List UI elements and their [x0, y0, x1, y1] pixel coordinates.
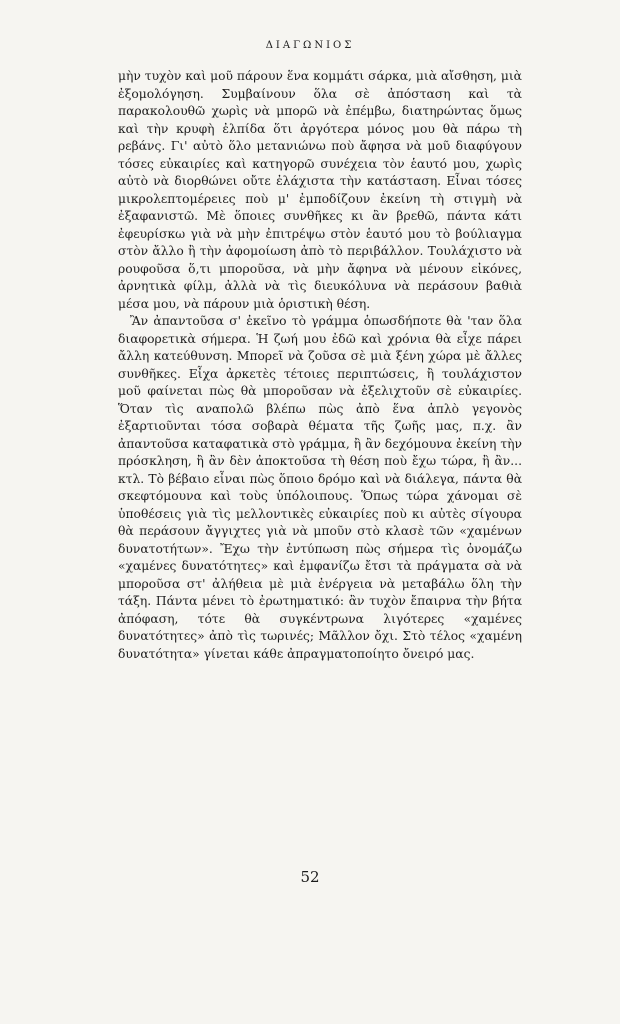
running-head: ΔΙΑΓΩΝΙΟΣ: [265, 40, 355, 51]
body-text: [118, 68, 522, 663]
page-number: 52: [300, 868, 320, 886]
paragraph-2: Ἂν ἀπαντοῦσα σ' ἐκεῖνο τὸ γράμμα ὁπωσδήποτε θὰ 'ταν ὅλα διαφορετικὰ σήμερα. Ἡ ζωή μου ἐδῶ καὶ χρόνια θὰ εἶχε πάρει ἄλλη κατεύθυνση. Μπορεῖ νὰ ζοῦσα σὲ μιὰ ξένη χώρα μὲ ἄλλες συνθῆκες. Εἶχα ἀρκετὲς τέτοιες περιπτώσεις, ἢ τουλάχιστον μοῦ φαίνεται πὼς θὰ μποροῦσαν νὰ ἐξελιχτοῦν σὲ εὐκαιρίες. Ὅταν τὶς αναπολῶ βλέπω πὼς ἀπὸ ἕνα ἁπλὸ γεγονὸς ἐξαρτιοῦνται τόσα σοβαρὰ θέματα τῆς ζωῆς μας, π.χ. ἂν ἀπαντοῦσα καταφατικὰ στὸ γράμμα, ἢ ἂν δεχόμουνα ἐκείνη τὴν πρόσκληση, ἢ ἂν δὲν ἀποκτοῦσα τὴ θέση ποὺ ἔχω τώρα, ἢ ἂν... κτλ. Τὸ βέβαιο εἶναι πὼς ὅποιο δρόμο καὶ νὰ διάλεγα, πάντα θὰ σκεφτόμουνα καὶ τοὺς ὑπόλοιπους. Ὅπως τώρα χάνομαι σὲ ὑποθέσεις γιὰ τὶς μελλοντικὲς εὐκαιρίες ποὺ κι αὐτὲς σίγουρα θὰ περάσουν ἄγγιχτες γιὰ νὰ μποῦν στὸ κλασὲ τῶν «χαμένων δυνατοτήτων». Ἔχω τὴν ἐντύπωση πὼς σήμερα τὶς ὀνομάζω «χαμένες δυνατότητες» καὶ ἐμφανίζω ἔτσι τὰ πράγματα σὰ νὰ μποροῦσα στ' ἀλήθεια μὲ μιὰ ἐνέργεια νὰ μεταβάλω ὅλη τὴν τάξη. Πάντα μένει τὸ ἐρωτηματικό: ἂν τυχὸν ἔπαιρνα τὴν βήτα ἀπόφαση, τότε θὰ συγκέντρωνα λιγότερες «χαμένες δυνατότητες» ἀπὸ τὶς τωρινές; Μᾶλλον ὄχι. Στὸ τέλος «χαμένη δυνατότητα» γίνεται κάθε ἀπραγματοποίητο ὄνειρό μας.: [118, 314, 522, 661]
paragraph-1: μὴν τυχὸν καὶ μοῦ πάρουν ἕνα κομμάτι σάρκα, μιὰ αἴσθηση, μιὰ ἐξομολόγηση. Συμβαίνουν ὅλα σὲ ἀπόσταση καὶ τὰ παρακολουθῶ χωρὶς νὰ μπορῶ νὰ ἐπέμβω, διατηρώντας ὅμως καὶ τὴν κρυφὴ ἐλπίδα ὅτι ἀργότερα μόνος μου θὰ πάρω τὴ ρεβάνς. Γι' αὐτὸ ὅλο μετανιώνω ποὺ ἄφησα νὰ μοῦ διαφύγουν τόσες εὐκαιρίες καὶ κατηγορῶ συνέχεια τὸν ἑαυτό μου, χωρὶς αὐτὸ νὰ διορθώνει οὔτε ἐλάχιστα τὴν κατάσταση. Εἶναι τόσες μικρολεπτομέρειες ποὺ μ' ἐμποδίζουν ἐκείνη τὴ στιγμὴ νὰ ἐξαφανιστῶ. Μὲ ὅποιες συνθῆκες κι ἂν βρεθῶ, πάντα κάτι ἐφευρίσκω γιὰ νὰ μὴν ἐπιτρέψω στὸν ἑαυτό μου τὸ βούλιαγμα στὸν ἄλλο ἢ τὴν ἀφομοίωση ἀπὸ τὸ περιβάλλον. Τουλάχιστο νὰ ρουφοῦσα ὅ,τι μποροῦσα, νὰ μὴν ἄφηνα νὰ μένουν εἰκόνες, ἀρνητικὰ φίλμ, ἀλλὰ νὰ τὶς διευκόλυνα νὰ περάσουν βαθιὰ μέσα μου, νὰ πάρουν μιὰ ὁριστικὴ θέση.: [118, 69, 522, 311]
